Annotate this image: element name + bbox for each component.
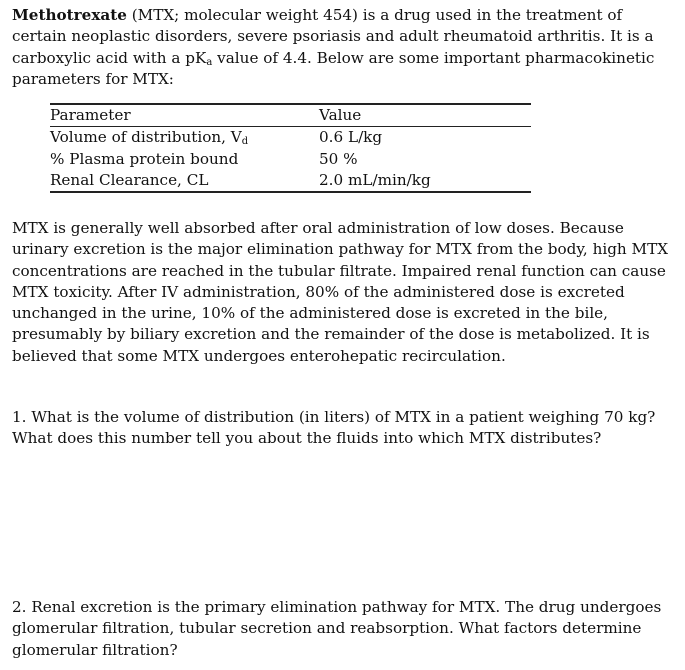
question-1: 1. What is the volume of distribution (in liters) of MTX in a patient weighing 70 kg? What does this number tell you about the fluids into which MTX distributes? <box>12 408 656 448</box>
drug-name: Methotrexate <box>12 6 127 24</box>
param-label: Volume of distribution, V <box>50 128 242 147</box>
value-cell: 50 % <box>319 149 358 168</box>
pharmacokinetic-parameters-table <box>50 103 531 193</box>
header-value: Value <box>319 106 362 125</box>
pka-subscript: a <box>206 56 213 68</box>
intro-paragraph <box>12 5 674 90</box>
param-cell: Renal Clearance, CL <box>50 171 209 190</box>
param-subscript: d <box>241 136 249 148</box>
intro-text-before-pka: (MTX; molecular weight 454) is a drug used in the treatment of certain neoplastic disorders, severe psoriasis and adult rheumatoid arthritis. It is a carboxylic acid with a pK <box>12 6 654 67</box>
question-2: 2. Renal excretion is the primary elimination pathway for MTX. The drug undergoes glomerular filtration, tubular secretion and reabsorption. What factors determine glomerular filtration? <box>12 598 662 659</box>
absorption-paragraph: MTX is generally well absorbed after oral administration of low doses. Because urinary excretion is the major elimination pathway for MTX from the body, high MTX concentrations are reached in the tubular filtrate. Impaired renal function can cause MTX toxicity. After IV administration, 80% of the administered dose is excreted unchanged in the urine, 10% of the administered dose is excreted in the bile, presumably by biliary excretion and the remainder of the dose is metabolized. It is believed that some MTX undergoes enterohepatic recirculation. <box>12 219 669 365</box>
header-parameter: Parameter <box>50 106 131 125</box>
table-row <box>50 127 531 149</box>
table-row <box>50 170 531 192</box>
table-row <box>50 149 531 170</box>
table-header-row <box>50 104 531 127</box>
param-cell: % Plasma protein bound <box>50 149 239 168</box>
intro-text-after-pka: value of 4.4. Below are some important pharmacokinetic parameters for MTX: <box>12 48 655 88</box>
param-cell <box>50 127 319 149</box>
value-cell: 2.0 mL/min/kg <box>319 171 431 190</box>
document-page <box>12 5 674 90</box>
value-cell: 0.6 L/kg <box>319 128 383 147</box>
